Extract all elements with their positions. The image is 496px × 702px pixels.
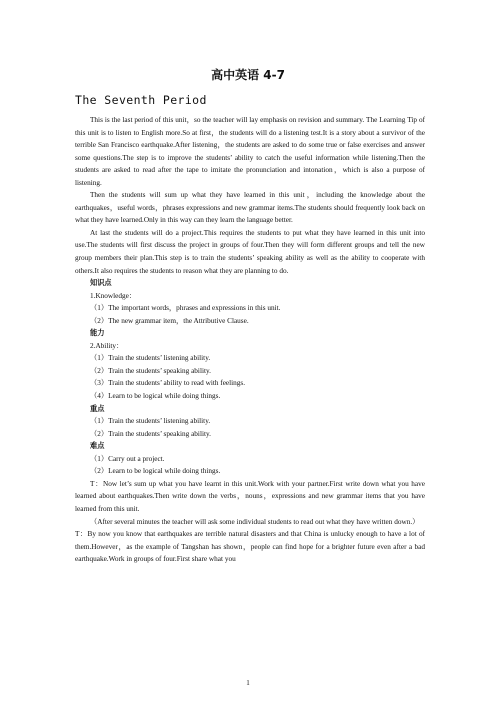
knowledge-heading: 知识点 — [90, 278, 112, 288]
intro-paragraph-2: Then the students will sum up what they have learned in this unit，including the knowledge about the earthquakes，useful words，phrases expressions and new grammar items.The students should frequently look back on what they have learned.Only in this way can they learn the language better. — [75, 191, 425, 225]
teacher-dialogue-2: T：By now you know that earthquakes are terrible natural disasters and that China is unlucky enough to have a lot of them.However，as the example of Tangshan has shown，people can find hope for a brighter future even after a bad earthquake.Work in groups of four.First share what you — [75, 530, 425, 564]
knowledge-item: （2）The new grammar item，the Attributive Clause. — [90, 316, 249, 325]
intro-paragraph-3: At last the students will do a project.This requires the students to put what they have learned in this unit into use.The students will first discuss the project in groups of four.Then they will form different groups and tell the new group members their plan.This step is to train the students’ speaking ability as well as the ability to cooperate with others.It also requires the students to reason what they are planning to do. — [75, 228, 425, 275]
ability-heading: 能力 — [90, 328, 105, 338]
period-heading: The Seventh Period — [75, 93, 207, 107]
document-title: 高中英语 4-7 — [211, 68, 285, 82]
knowledge-item: （1）The important words，phrases and expressions in this unit. — [90, 304, 281, 313]
knowledge-title: 1.Knowledge： — [90, 291, 137, 300]
key-point-item: （2）Train the students’ speaking ability. — [90, 429, 211, 438]
document-body — [75, 114, 425, 566]
difficult-point-item: （1）Carry out a project. — [90, 454, 165, 463]
ability-item: （3）Train the students’ ability to read with feelings. — [90, 379, 246, 388]
ability-title: 2.Ability： — [90, 341, 124, 350]
ability-item: （1）Train the students’ listening ability. — [90, 354, 211, 363]
ability-item: （2）Train the students’ speaking ability. — [90, 366, 211, 375]
key-point-item: （1）Train the students’ listening ability. — [90, 417, 211, 426]
ability-item: （4）Learn to be logical while doing things. — [90, 392, 221, 401]
difficult-points-heading: 难点 — [90, 441, 105, 451]
page-number: 1 — [246, 679, 250, 687]
stage-direction: （After several minutes the teacher will ask some individual students to read out what they have written down.） — [90, 517, 420, 526]
key-points-heading: 重点 — [90, 403, 105, 413]
difficult-point-item: （2）Learn to be logical while doing things. — [90, 467, 221, 476]
teacher-dialogue-1: T：Now let’s sum up what you have learnt in this unit.Work with your partner.First write down what you have learned about earthquakes.Then write down the verbs，nouns，expressions and new grammar items that you have learned from this unit. — [75, 479, 425, 513]
intro-paragraph-1: This is the last period of this unit，so the teacher will lay emphasis on revision and summary. The Learning Tip of this unit is to listen to English more.So at first，the students will do a listening test.It is a story about a survivor of the terrible San Francisco earthquake.After listening，the students are asked to do some true or false exercises and answer some questions.The step is to improve the students’ ability to catch the useful information while listening.Then the students are asked to read after the tape to imitate the pronunciation and intonation，which is also a purpose of listening. — [75, 116, 425, 187]
